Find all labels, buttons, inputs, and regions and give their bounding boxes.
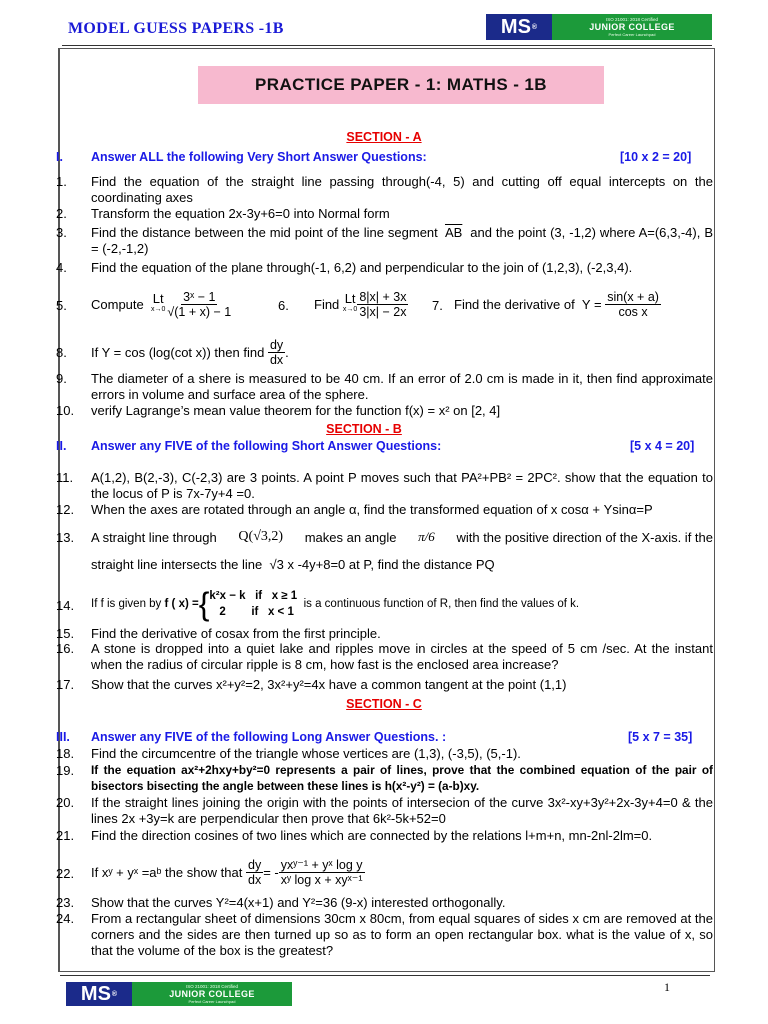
section-c-label: SECTION - C [346,697,422,711]
q22-fraction: $\frac{\text{yxʸ⁻¹ + yˣ log y}}{\text{xʸ log x + xyˣ⁻¹}}$ [280,857,363,887]
paper-title-box [198,66,604,104]
q14-text [91,584,579,624]
paper-title: PRACTICE PAPER - 1: MATHS - 1B [255,75,547,94]
footer-logo-tagline: Perfect Career Launchpad [188,999,236,1004]
q8-text: If Y = cos (log(cot x)) then find $\frac{dy}{dx}$ . [91,337,289,367]
q1-text: Find the equation of the straight line passing through(-4, 5) and cutting off equal intercepts on the coordinating axes [91,174,713,205]
q18-text: Find the circumcentre of the triangle whose vertices are (1,3), (-3,5), (5,-1). [91,746,521,761]
q7-number: 7. [432,298,443,313]
footer-rule [60,975,710,976]
q10-text: verify Lagrange’s mean value theorem for the function f(x) = x² on [2, 4] [91,403,501,418]
section-b-label: SECTION - B [326,422,402,436]
q13-line-eq: √3 x -4y+8=0 at P, find the distance PQ [269,557,495,572]
q13-part-d: straight line intersects the line [91,557,263,572]
q6-text [314,284,408,324]
q4-text: Find the equation of the plane through(-1, 6,2) and perpendicular to the join of (1,2,3), (-2,3,4). [91,260,633,275]
section-a-roman: I. [56,150,63,164]
logo-text [552,14,712,40]
q5-fraction: $\frac{\text{3ˣ − 1}}{√(1 + x) - 1}$ [167,289,232,319]
q7-label: Find the derivative of [454,296,575,312]
q15-number: 15. [56,626,75,641]
page-number: 1 [664,980,670,994]
q20-text: If the straight lines joining the origin with the points of intersecion of the curve 3x²-xy+3y²+2x-3y+4=0 & the lines 2x +3y=k are perpendicular then prove that 6k²-5k+52=0 [91,795,713,826]
q16-text: A stone is dropped into a quiet lake and ripples move in circles at the speed of 5 cm /sec. At the instant when the radius of circular ripple is 8 cm, how fast is the enclosed area increase? [91,641,713,672]
section-b-instruction: Answer any FIVE of the following Short Answer Questions: [91,439,442,453]
q13-part-c: with the positive direction of the X-axis. if the [456,529,713,545]
q6-fraction: $\frac{8|x| + 3x}{3|x| - 2x}$ [359,289,407,319]
q2-number: 2. [56,206,67,221]
q12-text: When the axes are rotated through an angle α, find the transformed equation of x cosα + Ysinα=P [91,502,653,517]
q22-equals: = - [263,864,279,880]
q21-text: Find the direction cosines of two lines which are connected by the relations l+m+n, mn-2nl-2lm=0. [91,828,653,843]
q14-part-a: If f is given by [91,598,162,610]
q3-part-b: and the point (3, -1,2) where A=(6,3,-4), B = (-2,-1,2) [91,225,713,256]
q7-fraction: $\frac{\sin(x + a)}{\text{cos x}}$ [607,289,659,319]
q13-line1 [91,524,713,550]
section-a-label: SECTION - A [346,130,422,144]
q9-text: The diameter of a shere is measured to be 40 cm. If an error of 2.0 cm is made in it, then find approximate errors in volume and surface area of the sphere. [91,371,713,402]
q19-number: 19. [56,763,75,778]
q5-limit: Lt x→0 [150,291,166,313]
q2-text: Transform the equation 2x-3y+6=0 into Normal form [91,206,390,221]
header-rule [62,45,712,46]
logo-tagline: Perfect Career Launchpad [608,32,656,37]
q23-text: Show that the curves Y²=4(x+1) and Y²=36 (9-x) interested orthogonally. [91,895,506,910]
q1-number: 1. [56,174,67,189]
q5-label: Compute [91,296,144,312]
section-b-roman: II. [56,439,67,453]
footer-logo-cert: ISO 21001: 2018 Certified [185,984,239,989]
q22-number: 22. [56,866,75,881]
q13-angle: π/6 [418,529,435,544]
q14-function: f ( x) = [164,598,199,610]
q7-y: Y = [581,296,602,312]
q9-number: 9. [56,371,67,386]
q3-part-a: Find the distance between the mid point of the line segment [91,225,438,240]
q21-number: 21. [56,828,75,843]
q13-number: 13. [56,530,75,545]
q3-segment-ab: $\overline{AB}$ [444,225,463,240]
q24-text: From a rectangular sheet of dimensions 30cm x 80cm, from equal squares of sides x cm are removed at the corners and the sides are then turned up so as to form an open rectangular box. what is the value of x, so that the volume of the box is the greatest? [91,911,713,958]
q14-piecewise: k²x − k if x ≥ 1 2 if x < 1 [209,590,298,618]
footer-logo-text [132,982,292,1006]
q11-number: 11. [56,470,74,485]
q8-number: 8. [56,345,67,360]
q20-number: 20. [56,795,75,810]
q13-part-b: makes an angle [304,529,397,545]
q5-text [91,284,233,324]
q12-number: 12. [56,502,75,517]
logo-cert: ISO 21001: 2018 Certified [605,17,659,22]
q13-part-a: A straight line through [91,529,217,545]
q22-text [91,851,365,893]
q19-text: If the equation ax²+2hxy+by²=0 represents a pair of lines, prove that the combined equation of the pair of bisectors bisecting the angle between these lines is h(x²-y²) = (a-b)xy. [91,763,713,793]
q10-number: 10. [56,403,75,418]
q8-fraction: $\frac{dy}{dx}$ [269,337,284,367]
section-a-marks: [10 x 2 = 20] [620,150,692,164]
q16-number: 16. [56,641,75,656]
q14-brace: { [198,586,210,622]
q13-point-q: Q(√3,2) [238,529,284,544]
q11-text: A(1,2), B(2,-3), C(-2,3) are 3 points. A point P moves such that PA²+PB² = 2PC². show that the equation to the locus of P is 7x-7y+4 =0. [91,470,713,501]
footer-logo-name: JUNIOR COLLEGE [169,989,255,999]
q22-part-a: If xʸ + yˣ =aᵇ the show that [91,864,243,880]
college-logo [486,14,712,40]
section-a-instruction: Answer ALL the following Very Short Answer Questions: [91,150,427,164]
q22-dydx: $\frac{dy}{dx}$ [248,857,262,887]
q3-number: 3. [56,225,67,240]
q7-text [454,284,661,324]
q3-text [91,225,713,257]
q18-number: 18. [56,746,75,761]
section-c-marks: [5 x 7 = 35] [628,730,693,744]
q14-number: 14. [56,598,75,613]
q13-line2 [91,557,495,572]
section-c-instruction: Answer any FIVE of the following Long Answer Questions. : [91,730,447,744]
q4-number: 4. [56,260,67,275]
logo-name: JUNIOR COLLEGE [589,22,675,32]
q6-label: Find [314,296,340,312]
q15-text: Find the derivative of cosax from the first principle. [91,626,381,641]
section-c-roman: III. [56,730,70,744]
q17-number: 17. [56,677,75,692]
q17-text: Show that the curves x²+y²=2, 3x²+y²=4x have a common tangent at the point (1,1) [91,677,567,692]
q8-label: If Y = cos (log(cot x)) then find [91,344,265,360]
q6-limit: Lt x→0 [342,291,358,313]
q23-number: 23. [56,895,75,910]
header-title: MODEL GUESS PAPERS -1B [68,20,284,37]
q6-number: 6. [278,298,289,313]
q14-part-b: is a continuous function of R, then find the values of k. [303,598,580,610]
footer-ms-logo-mark: MS ® [66,982,132,1006]
section-b-marks: [5 x 4 = 20] [630,439,695,453]
footer-logo [66,982,292,1006]
ms-logo-mark: MS ® [486,14,552,40]
q24-number: 24. [56,911,75,926]
q5-number: 5. [56,298,67,313]
